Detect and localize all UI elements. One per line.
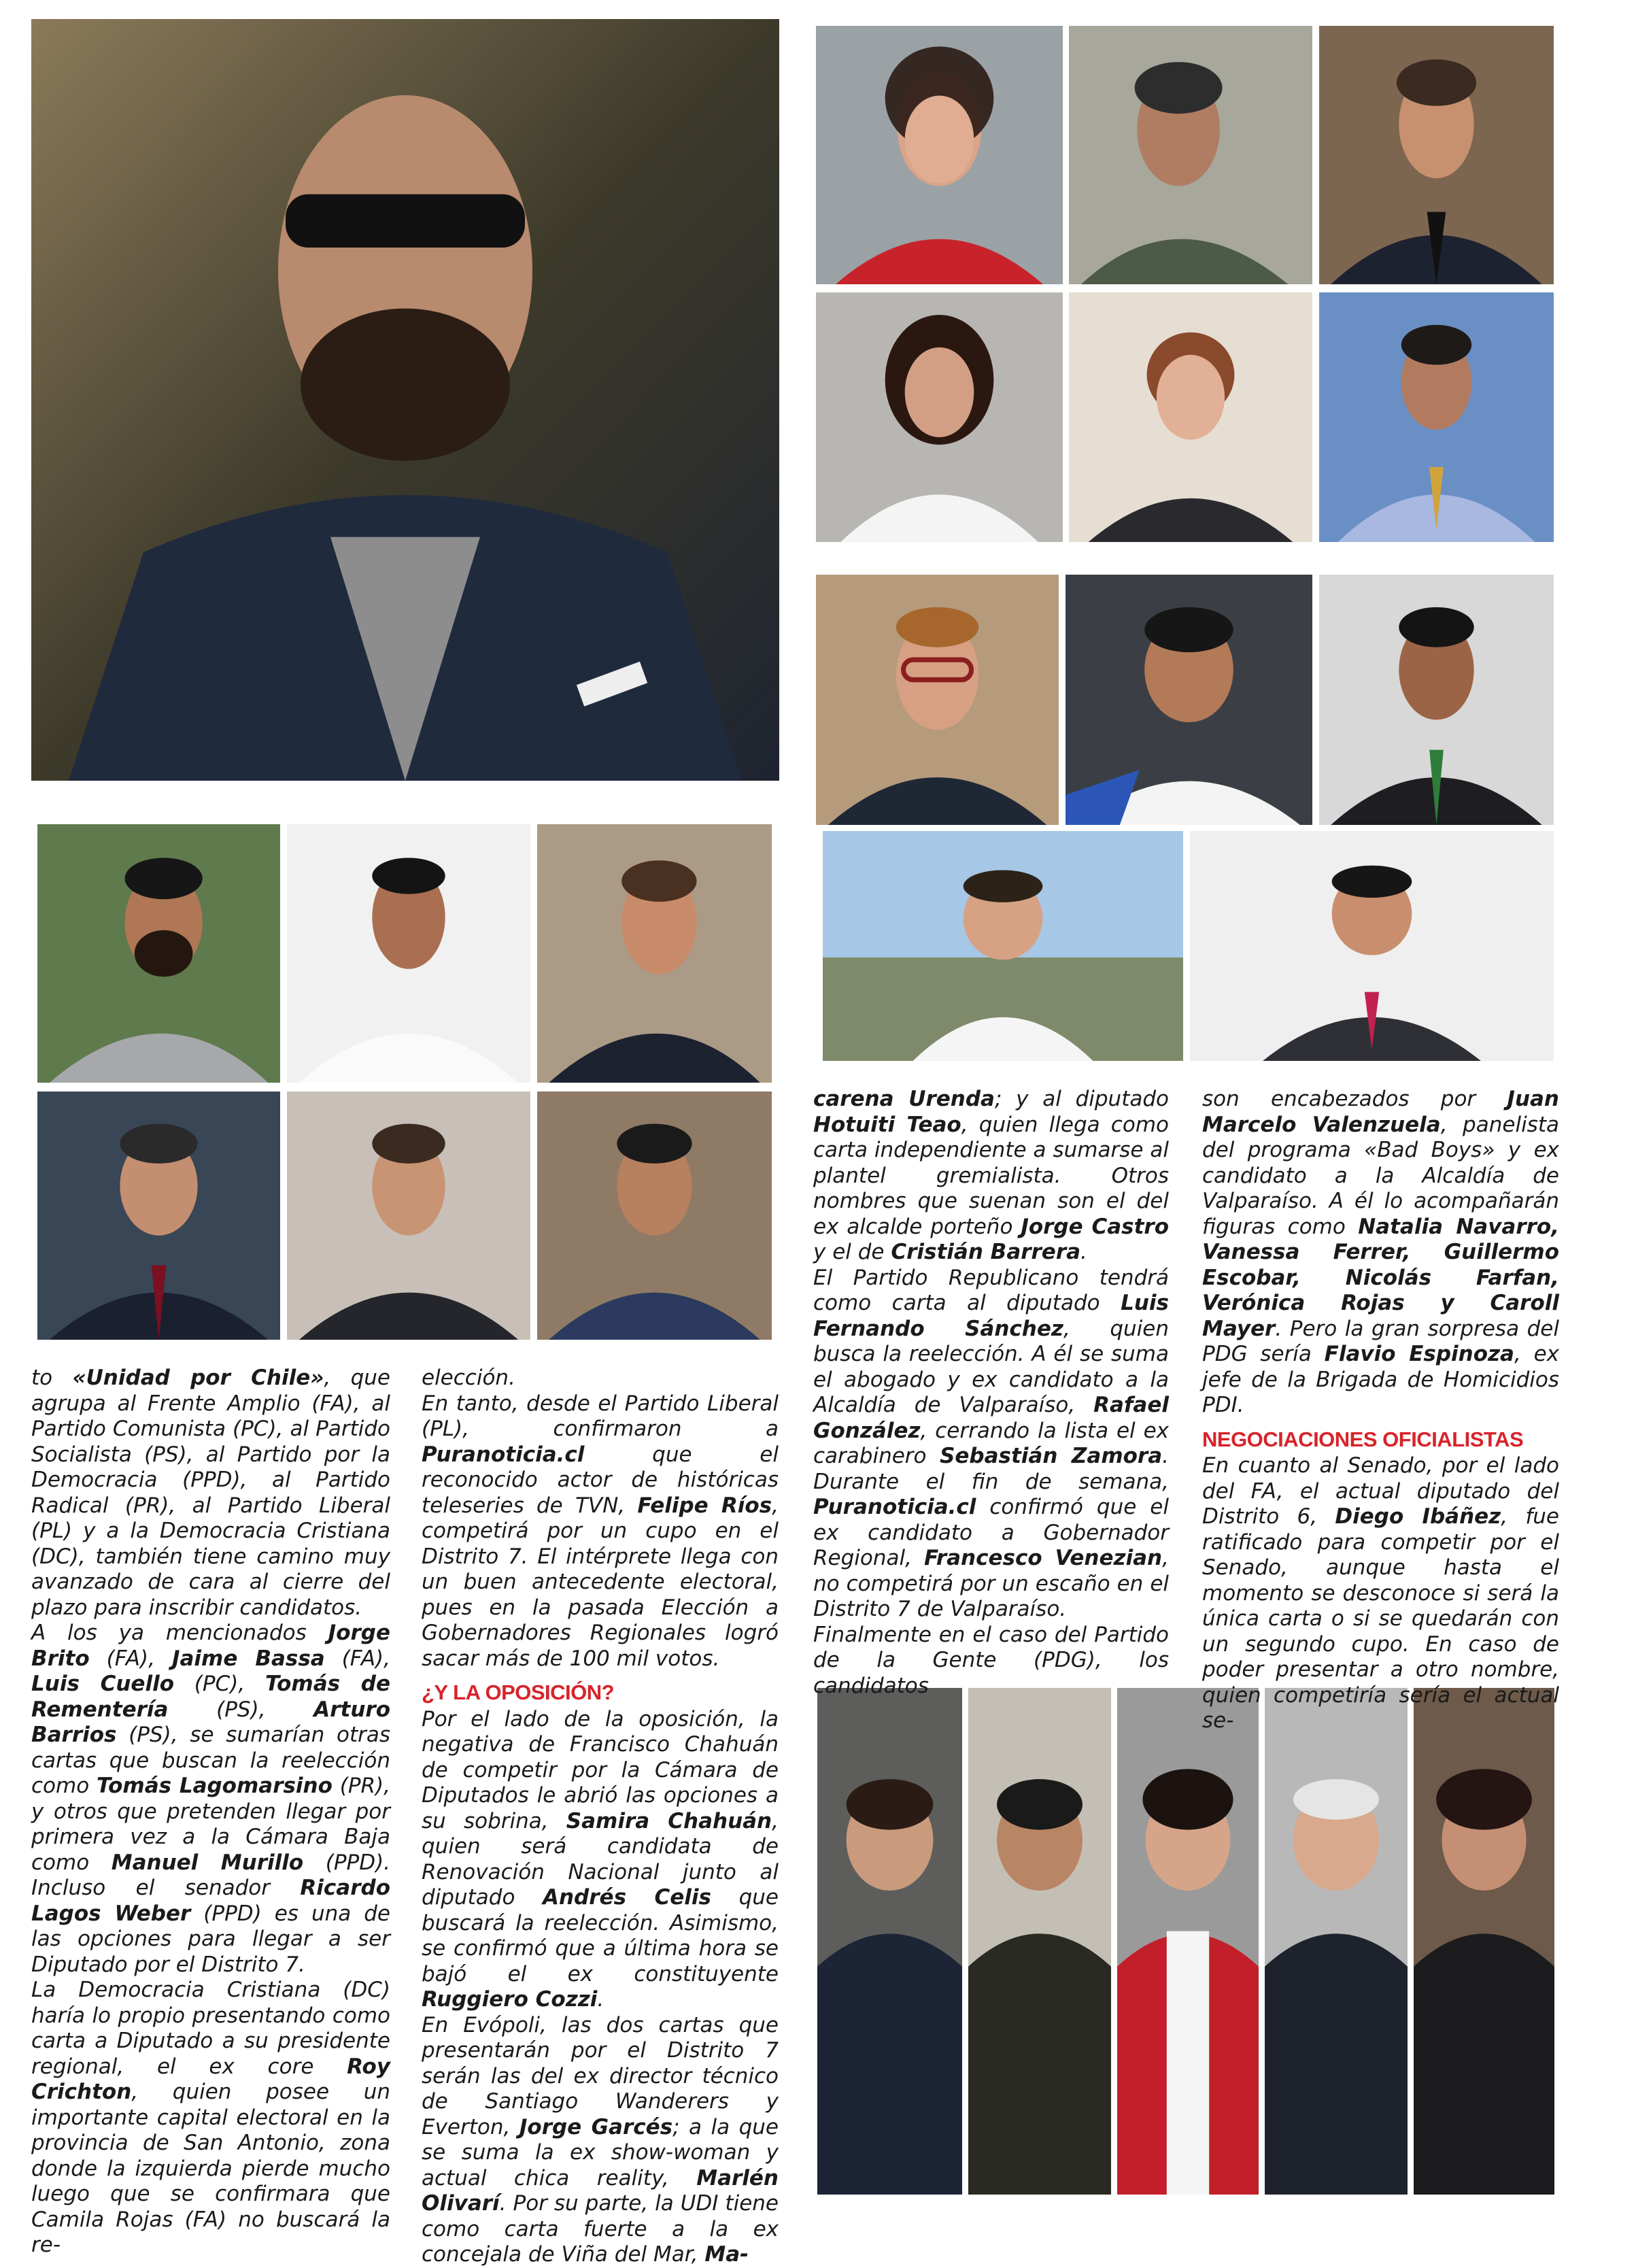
highlighted-name: Roy Crichton [31, 2054, 390, 2104]
text-run: son encabezados por [1202, 1087, 1507, 1111]
highlighted-name: Marlén Olivarí [422, 2165, 779, 2216]
text-run: La Democracia Cristiana (DC) haría lo propio presentando como carta a Diputado a su presidente regional, el ex core [31, 1978, 390, 2079]
highlighted-name: Felipe Ríos [637, 1493, 772, 1518]
text-run: elección. [422, 1366, 515, 1390]
highlighted-name: Jaime Bassa [171, 1646, 325, 1671]
article-column-2 [422, 1366, 779, 2268]
paragraph [31, 1621, 390, 1978]
paragraph [31, 1978, 390, 2258]
paragraph [813, 1087, 1169, 1266]
highlighted-name: Natalia Navarro, Vanessa Ferrer, Guillermo Escobar, Nicolás Farfan, Verónica Rojas y Caroll Mayer [1202, 1214, 1559, 1341]
text-run: . Pero la gran sorpresa del PDG sería [1202, 1316, 1559, 1366]
text-run: . [597, 1987, 604, 2012]
highlighted-name: Puranoticia.cl [422, 1442, 585, 1467]
text-run: , no competirá por un escaño en el Distrito 7 de Valparaíso. [813, 1546, 1169, 1621]
highlighted-name: Sebastián Zamora [940, 1444, 1163, 1468]
text-run: Por el lado de la oposición, la negativa de Francisco Chahuán de competir por la Cámara de Diputados le abrió las opciones a su sobrina, [422, 1706, 779, 1833]
text-run: (FA), [324, 1646, 390, 1671]
highlighted-name: Jorge Castro [1021, 1214, 1169, 1239]
text-run: que el reconocido actor de históricas teleseries de TVN, [422, 1442, 779, 1518]
portrait-photo [1069, 26, 1312, 284]
text-run: , ex jefe de la Brigada de Homicidios PDI. [1202, 1342, 1559, 1417]
portrait-photo [1069, 292, 1312, 542]
portrait-photo [1066, 575, 1312, 825]
text-run: , competirá por un cupo en el Distrito 7. El intérprete llega con un buen antecedente electoral, pues en la pasada Elección a Gobernadores Regionales logró sacar más de 100 mil votos. [422, 1493, 779, 1671]
paragraph [1202, 1087, 1559, 1419]
highlighted-name: Puranoticia.cl [813, 1495, 976, 1519]
portrait-photo [816, 292, 1063, 542]
portrait-photo [537, 824, 772, 1083]
portrait-photo [1117, 1688, 1259, 2195]
portrait-photo [817, 1688, 962, 2195]
text-run: to [31, 1366, 73, 1390]
highlighted-name: Luis Fernando Sánchez [813, 1291, 1169, 1341]
portrait-photo [287, 1091, 530, 1340]
section-subheading: ¿Y LA OPOSICIÓN? [422, 1680, 615, 1704]
text-run: ; y al diputado [994, 1087, 1169, 1111]
highlighted-name: Rafael González [813, 1393, 1169, 1443]
text-run: confirmó que el ex candidato a Gobernador Regional, [813, 1495, 1169, 1570]
text-run: . Por su parte, la UDI tiene como carta fuerte a la ex concejala de Viña del Mar, [422, 2191, 779, 2267]
portrait-photo [1414, 1688, 1554, 2195]
highlighted-name: Hotuiti Teao [813, 1112, 961, 1137]
portrait-photo [37, 1091, 280, 1340]
paragraph [1202, 1453, 1559, 1734]
text-run: . [1080, 1240, 1087, 1264]
highlighted-name: Tomás de Rementería [31, 1672, 390, 1722]
text-run: Finalmente en el caso del Partido de la Gente (PDG), los candidatos [813, 1622, 1169, 1698]
text-run: , fue ratificado para competir por el Senado, aunque hasta el momento se desconoce si será la única carta o si se quedarán con un segundo cupo. En caso de poder presentar a otro nombre, quien competiría sería el actual se- [1202, 1504, 1559, 1733]
highlighted-name: «Unidad por Chile» [72, 1366, 324, 1390]
text-run: (PR), y otros que pretenden llegar por primera vez a la Cámara Baja como [31, 1774, 390, 1875]
portrait-photo [1319, 26, 1554, 284]
article-column-1 [31, 1366, 390, 2258]
highlighted-name: Juan Marcelo Valenzuela [1202, 1087, 1559, 1137]
text-run: (PPD). Incluso el senador [31, 1850, 391, 1900]
highlighted-name: Ricardo Lagos Weber [31, 1876, 390, 1926]
text-run: En cuanto al Senado, por el lado del FA, el actual diputado del Distrito 6, [1202, 1453, 1559, 1529]
text-run: , quien llega como carta independiente a sumarse al plantel gremialista. Otros nombres que suenan son el del ex alcalde porteño [813, 1112, 1169, 1239]
text-run: que buscará la reelección. Asimismo, se confirmó que a última hora se bajó el ex constituyente [422, 1885, 779, 1986]
portrait-photo [816, 26, 1063, 284]
portrait-photo [968, 1688, 1111, 2195]
highlighted-name: Ma- [704, 2242, 749, 2267]
highlighted-name: Diego Ibáñez [1335, 1504, 1501, 1529]
highlighted-name: Francesco Venezian [924, 1546, 1163, 1570]
text-run: (PS), se sumarían otras cartas que buscan la reelección como [31, 1723, 390, 1798]
text-run: , quien será candidata de Renovación Nacional junto al diputado [422, 1808, 779, 1910]
portrait-photo [1319, 575, 1554, 825]
highlighted-name: Andrés Celis [543, 1885, 712, 1910]
highlighted-name: Samira Chahuán [566, 1808, 772, 1833]
highlighted-name: Cristián Barrera [891, 1240, 1081, 1264]
text-run: (PS), [168, 1697, 314, 1722]
text-run: , panelista del programa «Bad Boys» y ex candidato a la Alcaldía de Valparaíso. A él lo acompañarán figuras como [1202, 1112, 1559, 1239]
portrait-photo [287, 824, 530, 1083]
article-column-4 [1202, 1087, 1559, 1734]
text-run: (PPD) es una de las opciones para llegar a ser Diputado por el Distrito 7. [31, 1901, 390, 1977]
text-run: . Durante el fin de semana, [813, 1444, 1169, 1494]
portrait-photo [816, 575, 1059, 825]
paragraph [31, 1366, 390, 1621]
text-run: En Evópoli, las dos cartas que presentarán por el Distrito 7 serán las del ex director técnico de Santiago Wanderers y Everton, [422, 2012, 779, 2139]
portrait-photo [1319, 292, 1554, 542]
paragraph [422, 1366, 779, 1391]
highlighted-name: carena Urenda [813, 1087, 995, 1111]
text-run: A los ya mencionados [31, 1621, 328, 1645]
text-run: , quien posee un importante capital electoral en la provincia de San Antonio, zona donde la izquierda pierde mucho luego que se confirmara que Camila Rojas (FA) no buscará la re- [31, 2080, 390, 2257]
portrait-photo [1265, 1688, 1408, 2195]
portrait-photo [37, 824, 280, 1083]
portrait-photo [823, 831, 1183, 1061]
paragraph [422, 2013, 779, 2268]
highlighted-name: Flavio Espinoza [1324, 1342, 1514, 1366]
section-subheading: NEGOCIACIONES OFICIALISTAS [1202, 1427, 1524, 1451]
text-run: , que agrupa al Frente Amplio (FA), al Partido Comunista (PC), al Partido Socialista (PS), al Partido por la Democracia (PPD), al Partido Radical (PR), al Partido Liberal (PL) y a la Democracia Cristiana (DC), también tiene camino muy avanzado de cara al cierre del plazo para inscribir candidatos. [31, 1366, 391, 1620]
text-run: El Partido Republicano tendrá como carta al diputado [813, 1265, 1169, 1315]
paragraph [813, 1266, 1169, 1623]
text-run: ; a la que se suma la ex show-woman y actual chica reality, [422, 2114, 779, 2190]
text-run: En tanto, desde el Partido Liberal (PL), confirmaron a [422, 1391, 779, 1441]
highlighted-name: Luis Cuello [31, 1672, 175, 1696]
paragraph [813, 1623, 1169, 1699]
portrait-photo [537, 1091, 772, 1340]
paragraph [422, 1391, 779, 1672]
highlighted-name: Ruggiero Cozzi [422, 1987, 598, 2012]
text-run: (PC), [174, 1672, 265, 1696]
main-portrait-photo [31, 19, 779, 781]
highlighted-name: Jorge Brito [31, 1621, 390, 1671]
highlighted-name: Manuel Murillo [111, 1850, 304, 1875]
text-run: , quien busca la reelección. A él se suma el abogado y ex candidato a la Alcaldía de Valparaíso, [813, 1316, 1169, 1417]
highlighted-name: Arturo Barrios [31, 1697, 390, 1747]
portrait-photo [1190, 831, 1554, 1061]
paragraph [422, 1707, 779, 2013]
text-run: , cerrando la lista el ex carabinero [813, 1418, 1169, 1468]
text-run: (FA), [89, 1646, 172, 1671]
article-column-3 [813, 1087, 1169, 1699]
text-run: y el de [813, 1240, 891, 1264]
highlighted-name: Jorge Garcés [519, 2114, 673, 2139]
highlighted-name: Tomás Lagomarsino [96, 1774, 333, 1798]
